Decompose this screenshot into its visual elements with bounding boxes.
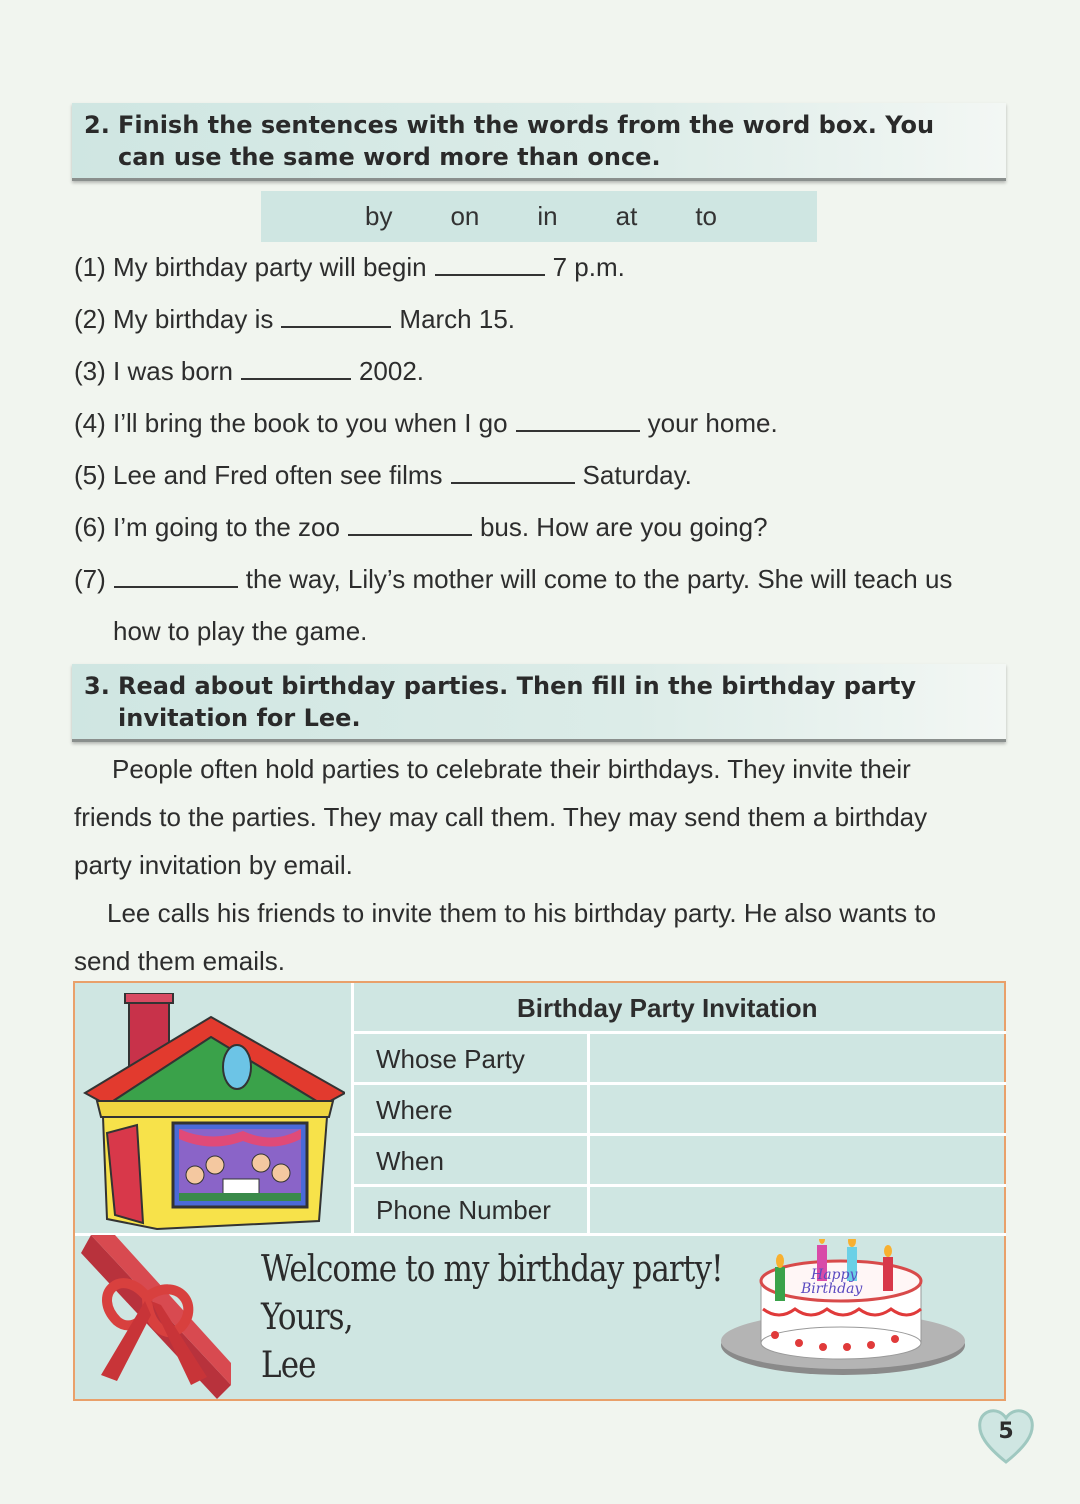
paragraph-2-line-2: send them emails. <box>74 946 285 976</box>
row-label-whose-party: Whose Party <box>376 1044 525 1074</box>
section-3-instruction-line1: Read about birthday parties. Then fill in the birthday party <box>118 672 917 700</box>
row-label-where: Where <box>376 1095 453 1125</box>
invitation-card <box>73 981 1006 1401</box>
section-3-number: 3. <box>84 672 110 700</box>
page-number: 5 <box>998 1419 1014 1444</box>
birthday-cake-illustration <box>719 1239 969 1379</box>
sentence-text-after: March 15. <box>399 304 516 334</box>
answer-blank[interactable] <box>516 408 640 432</box>
sentence-label: (4) <box>74 408 106 438</box>
sentence-5 <box>74 460 692 490</box>
when-field[interactable] <box>591 1137 1005 1183</box>
sentence-1 <box>74 252 625 282</box>
sentence-text-before: My birthday is <box>113 304 274 334</box>
whose-party-field[interactable] <box>591 1035 1005 1081</box>
word-to: to <box>695 201 718 231</box>
answer-blank[interactable] <box>114 564 238 588</box>
house-illustration <box>83 993 345 1233</box>
word-box <box>261 191 817 242</box>
answer-blank[interactable] <box>241 356 351 380</box>
sentence-text-before: I’ll bring the book to you when I go <box>113 408 508 438</box>
grid-divider <box>354 1031 1006 1034</box>
sentence-text-after: 7 p.m. <box>552 252 625 282</box>
sentence-4 <box>74 408 778 438</box>
sentence-label: (6) <box>74 512 106 542</box>
closing-yours: Yours, <box>261 1297 353 1338</box>
sentence-text-before: I was born <box>113 356 233 386</box>
grid-divider <box>354 1082 1006 1085</box>
section-2-instruction-line2: can use the same word more than once. <box>118 143 661 171</box>
sentence-text-after: 2002. <box>358 356 425 386</box>
grid-divider <box>354 1184 1006 1187</box>
answer-blank[interactable] <box>435 252 545 276</box>
word-at: at <box>615 201 638 231</box>
sentence-2 <box>74 304 515 334</box>
section-2-number: 2. <box>84 111 110 139</box>
word-on: on <box>450 201 480 231</box>
sentence-text-before: My birthday party will begin <box>113 252 427 282</box>
sentence-label: (1) <box>74 252 106 282</box>
section-3-header <box>72 664 1006 742</box>
row-label-when: When <box>376 1146 444 1176</box>
sentence-label: (2) <box>74 304 106 334</box>
section-3-instruction <box>118 670 996 734</box>
sentence-7 <box>74 564 952 594</box>
sentence-label: (7) <box>74 564 106 594</box>
sentence-label: (3) <box>74 356 106 386</box>
sentence-text-after: Saturday. <box>582 460 692 490</box>
sentence-text-after: your home. <box>647 408 778 438</box>
sentence-3 <box>74 356 424 386</box>
paragraph-1-line-1: People often hold parties to celebrate their birthdays. They invite their <box>112 754 911 784</box>
phone-number-field[interactable] <box>591 1188 1005 1232</box>
answer-blank[interactable] <box>348 512 472 536</box>
section-2-header <box>72 103 1006 181</box>
sentence-text-before: Lee and Fred often see films <box>113 460 443 490</box>
grid-divider <box>351 983 354 1234</box>
sentence-text-after: the way, Lily’s mother will come to the party. She will teach us <box>245 564 953 594</box>
sentence-text-before: I’m going to the zoo <box>113 512 340 542</box>
paragraph-1-line-2: friends to the parties. They may call them. They may send them a birthday <box>74 802 928 832</box>
cake-text-birthday: Birthday <box>801 1281 863 1297</box>
cake-text-happy: Happy <box>811 1267 858 1283</box>
sentence-label: (5) <box>74 460 106 490</box>
word-in: in <box>537 201 558 231</box>
paragraph-2-line-1: Lee calls his friends to invite them to his birthday party. He also wants to <box>107 898 937 928</box>
ribbon-illustration <box>81 1235 231 1399</box>
sentence-6 <box>74 512 768 542</box>
invitation-title: Birthday Party Invitation <box>517 993 818 1023</box>
sentence-7-continuation: how to play the game. <box>113 616 368 646</box>
signature-lee: Lee <box>261 1345 316 1386</box>
word-by: by <box>365 201 393 231</box>
sentence-text-after: bus. How are you going? <box>479 512 768 542</box>
row-label-phone-number: Phone Number <box>376 1195 551 1225</box>
answer-blank[interactable] <box>281 304 391 328</box>
paragraph-1-line-3: party invitation by email. <box>74 850 353 880</box>
grid-divider <box>354 1133 1006 1136</box>
section-2-instruction <box>118 109 996 173</box>
where-field[interactable] <box>591 1086 1005 1132</box>
welcome-message: Welcome to my birthday party! <box>261 1249 723 1290</box>
page-number-heart-icon <box>976 1404 1036 1466</box>
section-3-instruction-line2: invitation for Lee. <box>118 704 361 732</box>
section-2-instruction-line1: Finish the sentences with the words from the word box. You <box>118 111 935 139</box>
answer-blank[interactable] <box>451 460 575 484</box>
